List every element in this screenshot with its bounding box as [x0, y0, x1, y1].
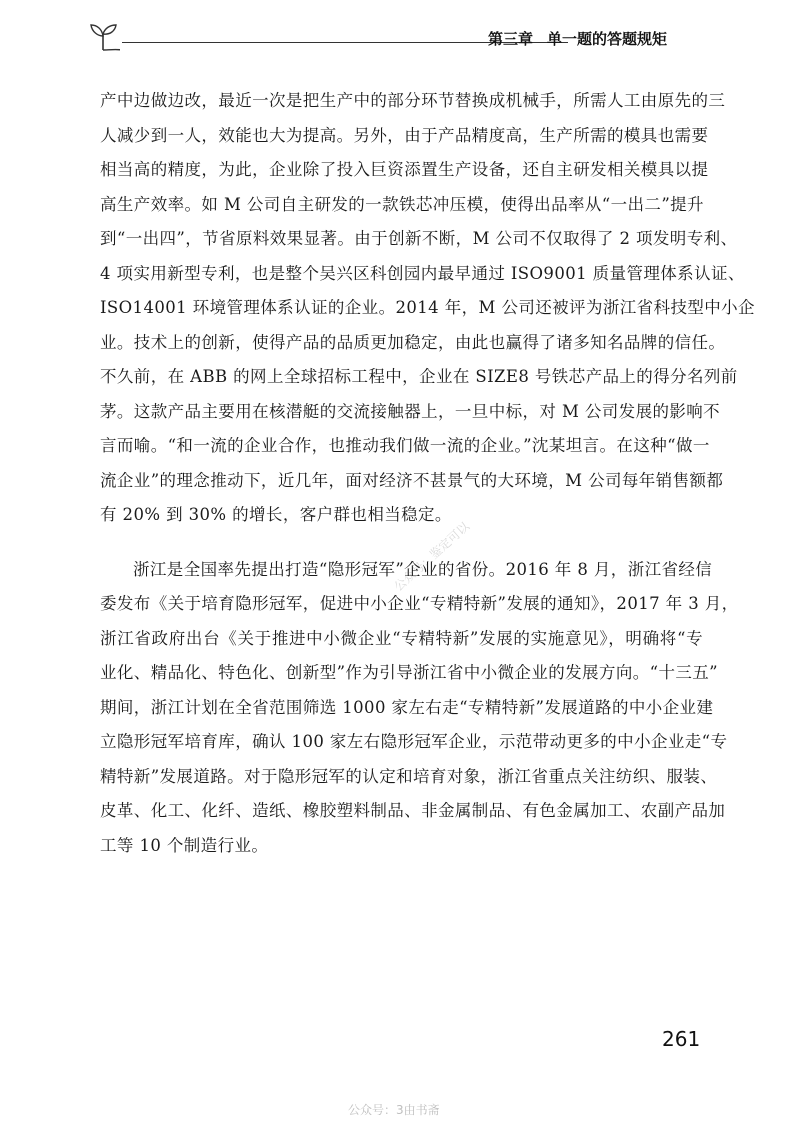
text-line: 人减少到一人，效能也大为提高。另外，由于产品精度高，生产所需的模具也需要 — [100, 125, 709, 145]
diagonal-watermark: 公众号：鉴定可以 — [391, 519, 473, 594]
sprout-icon — [86, 20, 120, 54]
paragraph-2 — [100, 553, 739, 864]
text-line: ISO14001 环境管理体系认证的企业。2014 年，M 公司还被评为浙江省科技型中小企 — [100, 298, 755, 317]
text-line: 皮革、化工、化纤、造纸、橡胶塑料制品、非金属制品、有色金属加工、农副产品加 — [100, 801, 726, 820]
text-line: 不久前，在 ABB 的网上全球招标工程中，企业在 SIZE8 号铁芯产品上的得分名列前 — [100, 367, 738, 386]
text-line: 4 项实用新型专利，也是整个吴兴区科创园内最早通过 ISO9001 质量管理体系认证、 — [100, 263, 745, 283]
text-line: 业化、精品化、特色化、创新型”作为引导浙江省中小微企业的发展方向。“十三五” — [100, 663, 719, 682]
body-text — [100, 84, 755, 863]
chapter-name: 单一题的答题规矩 — [547, 30, 668, 48]
chapter-title — [488, 28, 698, 49]
text-line: 浙江是全国率先提出打造“隐形冠军”企业的省份。2016 年 8 月，浙江省经信 — [133, 559, 713, 579]
text-line: 有 20% 到 30% 的增长，客户群也相当稳定。 — [100, 505, 452, 524]
text-line: 浙江省政府出台《关于推进中小微企业“专精特新”发展的实施意见》，明确将“专 — [100, 628, 703, 648]
bottom-watermark: 公众号：3由书斋 — [348, 1103, 440, 1117]
text-line: 茅。这款产品主要用在核潜艇的交流接触器上，一旦中标，对 M 公司发展的影响不 — [100, 401, 721, 421]
text-line: 产中边做边改，最近一次是把生产中的部分环节替换成机械手，所需人工由原先的三 — [100, 91, 726, 110]
text-line: 期间，浙江计划在全省范围筛选 1000 家左右走“专精特新”发展道路的中小企业建 — [100, 697, 714, 717]
text-line: 言而喻。“和一流的企业合作，也推动我们做一流的企业。”沈某坦言。在这种“做一 — [100, 436, 710, 455]
text-line: 流企业”的理念推动下，近几年，面对经济不甚景气的大环境，M 公司每年销售额都 — [100, 470, 724, 490]
running-header — [86, 18, 698, 58]
text-line: 到“一出四”，节省原料效果显著。由于创新不断，M 公司不仅取得了 2 项发明专利、 — [100, 229, 738, 248]
paragraph-1 — [100, 84, 755, 533]
text-line: 立隐形冠军培育库，确认 100 家左右隐形冠军企业，示范带动更多的中小企业走“专 — [100, 732, 728, 751]
text-line: 相当高的精度，为此，企业除了投入巨资添置生产设备，还自主研发相关模具以提 — [100, 160, 709, 179]
page-number: 261 — [662, 1027, 701, 1051]
text-line: 精特新”发展道路。对于隐形冠军的认定和培育对象，浙江省重点关注纺织、服装、 — [100, 766, 718, 786]
text-line: 高生产效率。如 M 公司自主研发的一款铁芯冲压模，使得出品率从“一出二”提升 — [100, 194, 704, 214]
text-line: 业。技术上的创新，使得产品的品质更加稳定，由此也赢得了诸多知名品牌的信任。 — [100, 332, 726, 352]
chapter-label: 第三章 — [488, 30, 534, 48]
text-line: 工等 10 个制造行业。 — [100, 835, 269, 855]
text-line: 委发布《关于培育隐形冠军，促进中小企业“专精特新”发展的通知》，2017 年 3 月， — [100, 594, 739, 613]
